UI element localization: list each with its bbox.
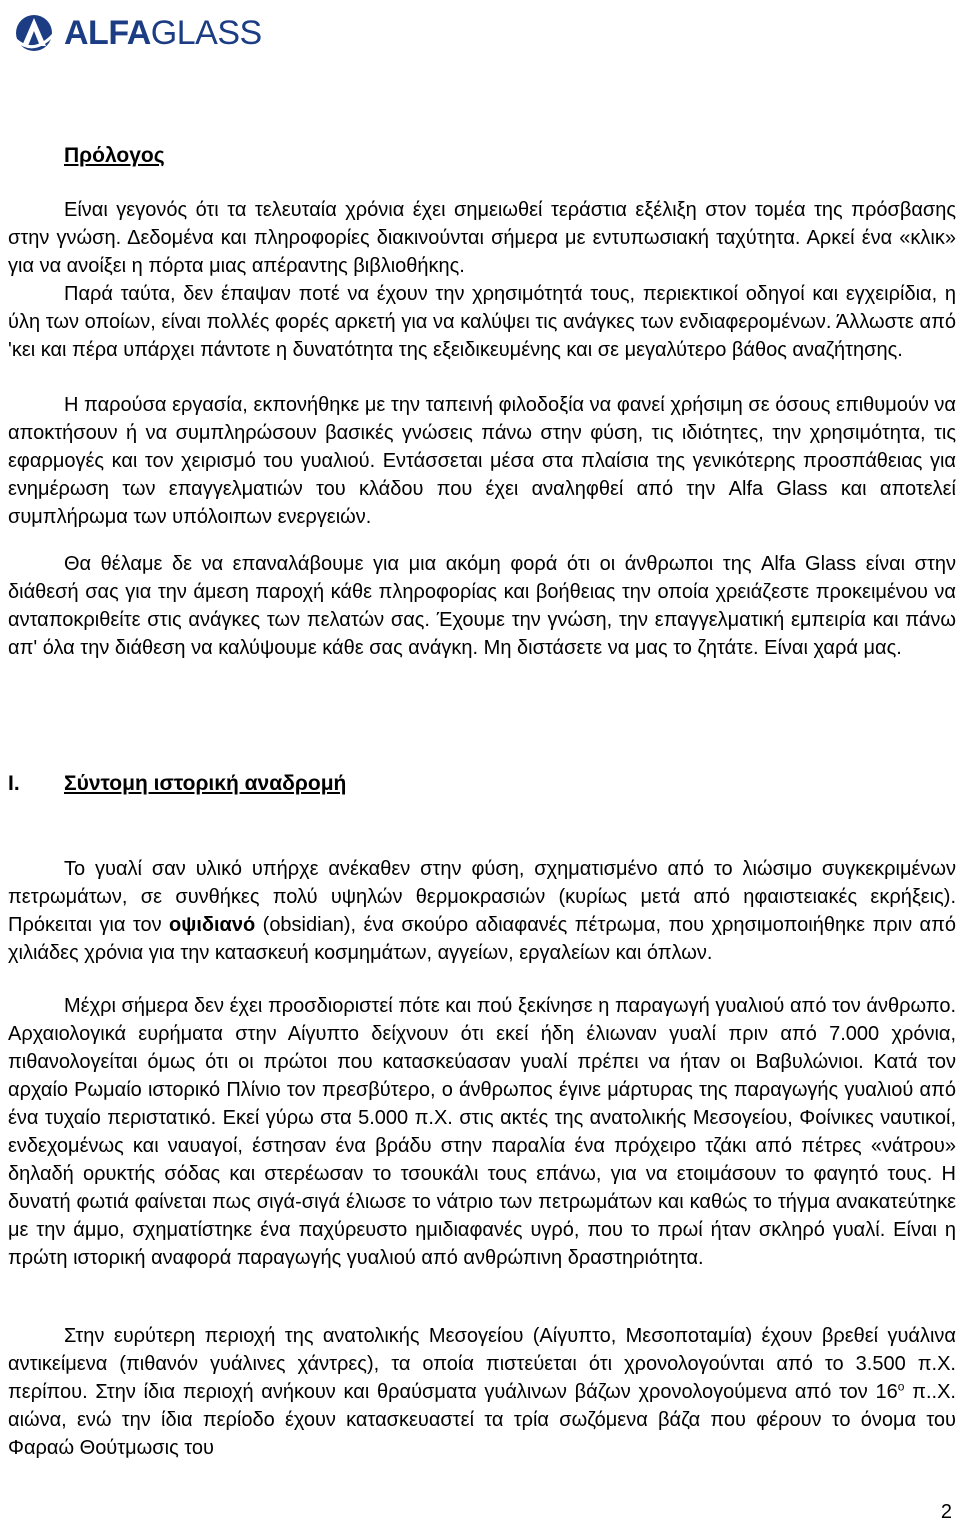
- history-paragraph-3: Στην ευρύτερη περιοχή της ανατολικής Μεσογείου (Αίγυπτο, Μεσοποταμία) έχουν βρεθεί γυάλινα αντικείμενα (πιθανόν γυάλινες χάντρες), τα οποία πιστεύεται ότι χρονολογούνται από το 3.500 π.Χ. περίπου. Στην ίδια περιοχή ανήκουν και θραύσματα γυάλινων βάζων χρονολογούμενα από τον $16^o$ π..Χ. αιώνα, ενώ την ίδια περίοδο έχουν κατασκευαστεί τα τρία σωζόμενα βάζα που φέρουν το όνομα του Φαραώ Θούτμωσις του: [8, 1325, 956, 1459]
- page-number: 2: [940, 1501, 952, 1523]
- history-paragraph-1: Το γυαλί σαν υλικό υπήρχε ανέκαθεν στην φύση, σχηματισμένο από το λιώσιμο συγκεκριμένων πετρωμάτων, σε συνθήκες πολύ υψηλών θερμοκρασιών (κυρίως μετά από ηφαιστειακές εκρήξεις). Πρόκειται για τον οψιδιανό (obsidian), ένα σκούρο αδιαφανές πέτρωμα, που χρησιμοποιήθηκε πριν από χιλιάδες χρόνια για την κατασκευή κοσμημάτων, αγγείων, εργαλείων και όπλων.: [8, 858, 957, 964]
- prologue-paragraph-1: Είναι γεγονός ότι τα τελευταία χρόνια έχει σημειωθεί τεράστια εξέλιξη στον τομέα της πρόσβασης στην γνώση. Δεδομένα και πληροφορίες διακινούνται σήμερα με εντυπωσιακή ταχύτητα. Αρκεί ένα «κλικ» για να ανοίξει η πόρτα μιας απέραντης βιβλιοθήκης.: [8, 199, 956, 277]
- prologue-paragraph-3: Η παρούσα εργασία, εκπονήθηκε με την ταπεινή φιλοδοξία να φανεί χρήσιμη σε όσους επιθυμούν να αποκτήσουν ή να συμπληρώσουν βασικές γνώσεις πάνω στην φύση, τις ιδιότητες, την χρησιμότητα, τις εφαρμογές και τον χειρισμό του γυαλιού. Εντάσσεται μέσα στα πλαίσια της γενικότερης προσπάθειας για ενημέρωση των επαγγελματιών του κλάδου που έχει αναληφθεί από την Alfa Glass και αποτελεί συμπλήρωμα των υπόλοιπων ενεργειών.: [8, 394, 956, 528]
- prologue-paragraph-2: Παρά ταύτα, δεν έπαψαν ποτέ να έχουν την χρησιμότητά τους, περιεκτικοί οδηγοί και εγχειρίδια, η ύλη των οποίων, είναι πολλές φορές αρκετή για να καλύψει τις ανάγκες των ενδιαφερομένων. Άλλωστε από 'κει και πέρα υπάρχει πάντοτε η δυνατότητα της εξειδικευμένης και σε μεγαλύτερο βάθος αναζήτησης.: [8, 283, 956, 361]
- prologue-paragraph-4: Θα θέλαμε δε να επαναλάβουμε για μια ακόμη φορά ότι οι άνθρωποι της Alfa Glass είναι στην διάθεσή σας για την άμεση παροχή κάθε πληροφορίας και βοήθειας την οποία χρειάζεστε προκειμένου να ανταποκριθείτε στις ανάγκες των πελατών σας. Έχουμε την γνώση, την επαγγελματική εμπειρία και πάνω απ' όλα την διάθεση να καλύψουμε κάθε σας ανάγκη. Μη διστάσετε να μας το ζητάτε. Είναι χαρά μας.: [8, 553, 956, 659]
- section-title: Σύντομη ιστορική αναδρομή: [64, 772, 347, 795]
- alfaglass-logo-icon: [0, 0, 60, 62]
- company-logo: [0, 0, 262, 62]
- prologue-heading: Πρόλογος: [64, 144, 165, 167]
- section-number: I.: [8, 772, 20, 795]
- logo-wordmark: ALFAGLASS: [64, 14, 262, 52]
- history-paragraph-2: Μέχρι σήμερα δεν έχει προσδιοριστεί πότε και πού ξεκίνησε η παραγωγή γυαλιού από τον άνθρωπο. Αρχαιολογικά ευρήματα στην Αίγυπτο δείχνουν ότι εκεί ήδη έλιωναν γυαλί πριν από 7.000 χρόνια, πιθανολογείται όμως ότι οι πρώτοι που κατασκεύασαν γυαλί πρέπει να ήταν οι Βαβυλώνιοι. Κατά τον αρχαίο Ρωμαίο ιστορικό Πλίνιο τον πρεσβύτερο, ο άνθρωπος έγινε μάρτυρας της παραγωγής γυαλιού από ένα τυχαίο περιστατικό. Εκεί γύρω στα 5.000 π.Χ. στις ακτές της ανατολικής Μεσογείου, Φοίνικες ναυτικοί, ενδεχομένως και ναυαγοί, έστησαν ένα βράδυ στην παραλία ένα πρόχειρο τζάκι από πέτρες «νάτρου» δηλαδή ορυκτής σόδας και στερέωσαν το τσουκάλι τους επάνω, για να ετοιμάσουν το φαγητό τους. Η δυνατή φωτιά φαίνεται πως σιγά-σιγά έλιωσε το νάτριο των πετρωμάτων και καθώς το τήγμα ανακατεύτηκε με την άμμο, σχηματίστηκε ένα παχύρευστο ημιδιαφανές υγρό, που το πρωί ήταν σκληρό γυαλί. Είναι η πρώτη ιστορική αναφορά παραγωγής γυαλιού από ανθρώπινη δραστηριότητα.: [8, 995, 956, 1269]
